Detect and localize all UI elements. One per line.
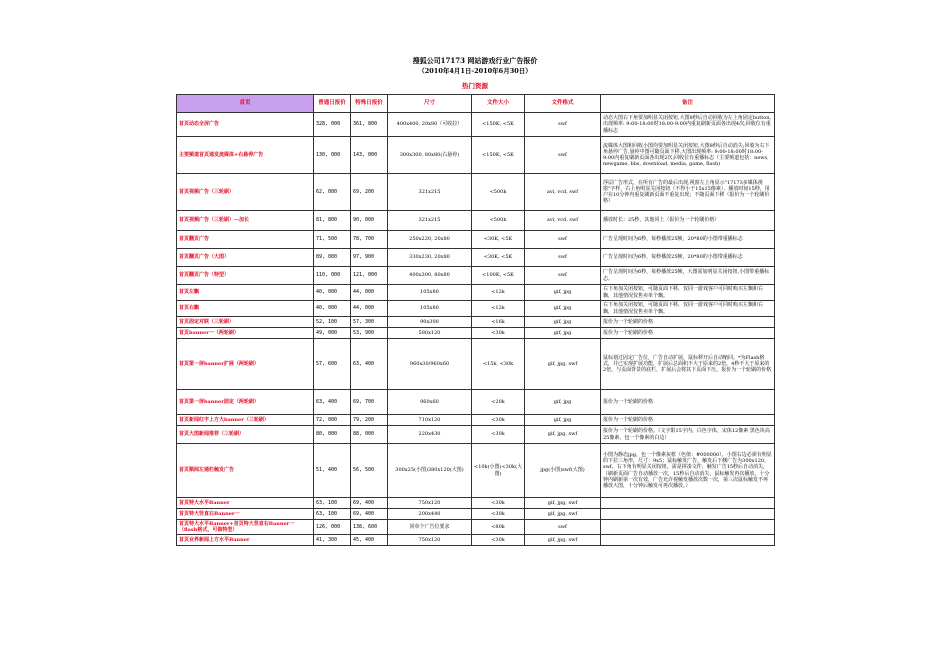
- file-format-cell: gif, jpg: [525, 390, 601, 415]
- file-size-cell: <30k: [472, 535, 525, 546]
- note-cell: [601, 535, 775, 546]
- ad-name-cell: 首页视频广告（三轮刷）: [177, 174, 314, 211]
- table-row: [177, 520, 775, 535]
- special-price-cell: 88, 000: [351, 426, 388, 444]
- file-size-cell: <12k: [472, 301, 525, 317]
- normal-price-cell: 81, 800: [314, 211, 351, 231]
- table-row: [177, 317, 775, 328]
- size-cell: 580x120: [388, 328, 472, 339]
- size-cell: 321x215: [388, 174, 472, 211]
- ad-name-cell: 首页翻页广告（特型）: [177, 267, 314, 285]
- note-cell: 广告呈现时间为6秒，每秒播放25帧，20*80的小图带重播标志: [601, 249, 775, 267]
- note-cell: 浮层广告形式，在所有广告的最后出现,视窗左上角显示"17173多媒体视窗"字样，右上角明显关闭按钮（不得小于15x15像素），播放时间15秒，用户在10分钟内重复刷新页面不重复出现；不随页面下移（报价为一个轮刷价格）: [601, 174, 775, 211]
- table-row: [177, 328, 775, 339]
- file-size-cell: <20k: [472, 390, 525, 415]
- size-cell: 710x120: [388, 415, 472, 426]
- ad-name-cell: 首页大图新闻推荐（三轮刷）: [177, 426, 314, 444]
- note-cell: 右下角加关闭按钮，可随页面下移，仅同一游戏客户可同时购买左飘和右飘，其他情况仅售卖单个飘。: [601, 301, 775, 317]
- size-cell: 105x80: [388, 301, 472, 317]
- normal-price-cell: 51, 400: [314, 444, 351, 498]
- special-price-cell: 121, 000: [351, 267, 388, 285]
- table-row: [177, 339, 775, 390]
- file-size-cell: <100K, <5K: [472, 267, 525, 285]
- file-size-cell: <30k: [472, 509, 525, 520]
- table-row: [177, 249, 775, 267]
- normal-price-cell: 328, 000: [314, 113, 351, 137]
- special-price-cell: 79, 200: [351, 415, 388, 426]
- file-format-cell: gif, jpg: [525, 285, 601, 301]
- size-cell: 200x440: [388, 509, 472, 520]
- note-cell: [601, 498, 775, 509]
- special-price-cell: 361, 800: [351, 113, 388, 137]
- file-size-cell: <12k: [472, 285, 525, 301]
- special-price-cell: 57, 300: [351, 317, 388, 328]
- size-cell: 321x215: [388, 211, 472, 231]
- normal-price-cell: 62, 000: [314, 174, 351, 211]
- normal-price-cell: 40, 000: [314, 285, 351, 301]
- file-size-cell: <30k: [472, 426, 525, 444]
- special-price-cell: 56, 500: [351, 444, 388, 498]
- ad-name-cell: 主要频道首页通发流媒体+右悬停广告: [177, 137, 314, 174]
- file-format-cell: gif, jpg, swf: [525, 509, 601, 520]
- header-notes: 备注: [601, 95, 775, 113]
- table-row: [177, 444, 775, 498]
- header-file-size: 文件大小: [472, 95, 525, 113]
- ad-name-cell: 首页翻页广告（大图）: [177, 249, 314, 267]
- note-cell: 小图为静态jpg，包一个像素灰框（色值：#000000），小图右边必须有明显的下拉三角形，尺寸：9x5；鼠标触发广告，触发后下侧广告为300x120，swf，右下角有明显关闭按钮，需是拼凑文件，触发广告15秒后自动消失，（刷新页面广告自动播放一次，15秒后自动消失，鼠标触发再次播放，十分钟内刷新第一次有效，广告允许视触发播放次数一次，第三次鼠标触发不再播放大图，十分钟后触发可再次播放。）: [601, 444, 775, 498]
- file-size-cell: <30K, <5K: [472, 231, 525, 249]
- size-cell: 同单个广告位要求: [388, 520, 472, 535]
- header-file-format: 文件格式: [525, 95, 601, 113]
- size-cell: 300x300, 80x80(右悬停): [388, 137, 472, 174]
- header-special-price: 特殊日报价: [351, 95, 388, 113]
- size-cell: 750x120: [388, 535, 472, 546]
- special-price-cell: 63, 400: [351, 339, 388, 390]
- ad-name-cell: 首页特大水平Banner+首页特大竖直右Banner一（flash格式，可做特型）: [177, 520, 314, 535]
- sheet-title: 搜狐公司17173 网站游戏行业广告报价: [412, 56, 538, 65]
- file-size-cell: <30k: [472, 498, 525, 509]
- ad-name-cell: 首页右飘: [177, 301, 314, 317]
- table-row: [177, 174, 775, 211]
- note-cell: 报价为一个轮刷的价格: [601, 415, 775, 426]
- header-row: [177, 95, 775, 113]
- normal-price-cell: 126, 000: [314, 520, 351, 535]
- ad-name-cell: 首页视频广告（三轮刷）—加长: [177, 211, 314, 231]
- size-cell: 400x400, 20x80（可收拉）: [388, 113, 472, 137]
- table-row: [177, 267, 775, 285]
- ad-name-cell: 首页第一屏banner固定（两轮刷）: [177, 390, 314, 415]
- header-normal-price: 普通日报价: [314, 95, 351, 113]
- file-size-cell: <30k: [472, 415, 525, 426]
- normal-price-cell: 89, 000: [314, 249, 351, 267]
- file-size-cell: <30k: [472, 328, 525, 339]
- table-row: [177, 301, 775, 317]
- table-row: [177, 211, 775, 231]
- file-format-cell: gif, jpg, swf: [525, 339, 601, 390]
- special-price-cell: 138, 600: [351, 520, 388, 535]
- header-home: 首页: [177, 95, 314, 113]
- file-format-cell: avi, vcd, swf: [525, 174, 601, 211]
- file-size-cell: <15k, <30k: [472, 339, 525, 390]
- normal-price-cell: 110, 000: [314, 267, 351, 285]
- normal-price-cell: 63, 100: [314, 498, 351, 509]
- size-cell: 400x300, 80x80: [388, 267, 472, 285]
- table-row: [177, 113, 775, 137]
- note-cell: 报价为一个轮刷的价格: [601, 328, 775, 339]
- size-cell: 300x25(小图)380x120(大图): [388, 444, 472, 498]
- note-cell: [601, 509, 775, 520]
- size-cell: 250x220, 20x80: [388, 231, 472, 249]
- special-price-cell: 44, 000: [351, 301, 388, 317]
- header-size: 尺寸: [388, 95, 472, 113]
- ad-name-cell: 首页第一屏banner扩展（两轮刷）: [177, 339, 314, 390]
- file-size-cell: <30K, <5K: [472, 249, 525, 267]
- ad-name-cell: 首页新闻红字上方大banner（三轮刷）: [177, 415, 314, 426]
- table-row: [177, 390, 775, 415]
- special-price-cell: 44, 000: [351, 285, 388, 301]
- ad-name-cell: 首页顺阅左通栏触发广告: [177, 444, 314, 498]
- table-row: [177, 426, 775, 444]
- normal-price-cell: 72, 000: [314, 415, 351, 426]
- file-format-cell: gif, jpg, swf: [525, 498, 601, 509]
- file-format-cell: swf: [525, 520, 601, 535]
- note-cell: 流媒体大图和回收小图均要加明显关闭按钮,大图8秒后自动消失;回收为右下角悬停广告,悬停中图可随页面下移,大图出现频率: 9:00-18:00时18:00-9:00内重复刷新页面各出现2次;回收位有重播标志（主要频道包括：news, newgame, bbs, download, media, game, flash): [601, 137, 775, 174]
- ad-name-cell: 首页业界新闻上方水平Banner: [177, 535, 314, 546]
- special-price-cell: 78, 700: [351, 231, 388, 249]
- file-size-cell: <10k(小图)<30k(大图): [472, 444, 525, 498]
- size-cell: 750x120: [388, 498, 472, 509]
- note-cell: 报价为一个轮刷的价格: [601, 317, 775, 328]
- special-price-cell: 45, 400: [351, 535, 388, 546]
- special-price-cell: 97, 900: [351, 249, 388, 267]
- special-price-cell: 90, 000: [351, 211, 388, 231]
- file-format-cell: swf: [525, 267, 601, 285]
- special-price-cell: 69, 400: [351, 498, 388, 509]
- special-price-cell: 69, 200: [351, 174, 388, 211]
- note-cell: [601, 520, 775, 535]
- normal-price-cell: 63, 100: [314, 509, 351, 520]
- size-cell: 90x300: [388, 317, 472, 328]
- file-format-cell: gif, jpg: [525, 415, 601, 426]
- size-cell: 220x430: [388, 426, 472, 444]
- table-row: [177, 137, 775, 174]
- ad-name-cell: 首页动态全屏广告: [177, 113, 314, 137]
- normal-price-cell: 52, 100: [314, 317, 351, 328]
- file-size-cell: <80k: [472, 520, 525, 535]
- file-size-cell: <500k: [472, 174, 525, 211]
- normal-price-cell: 41, 300: [314, 535, 351, 546]
- size-cell: 105x80: [388, 285, 472, 301]
- file-format-cell: gif, jpg: [525, 317, 601, 328]
- normal-price-cell: 49, 000: [314, 328, 351, 339]
- table-row: [177, 415, 775, 426]
- ad-name-cell: 首页banner一（两轮刷）: [177, 328, 314, 339]
- note-cell: 报价为一个轮刷的价格: [601, 390, 775, 415]
- ad-name-cell: 首页特大水平Banner: [177, 498, 314, 509]
- file-size-cell: <150K, <5K: [472, 113, 525, 137]
- file-format-cell: jpg(小图)swf(大图): [525, 444, 601, 498]
- note-cell: 鼠标划过固定广告位，广告自动扩展，鼠标移开后自动缩回。*为Flash格式，并已实现扩展功能，扩展后总面积不大于原来的2倍，4秒不大于原来的2倍，与页面背景的底栏，扩展后会将其下页面下压，报价为一个轮刷的价格: [601, 339, 775, 390]
- sheet-subtitle: （2010年4月1日-2010年6月30日）: [418, 67, 532, 75]
- note-cell: 播放时长：25秒，其他同上（报价为一个轮刷价格）: [601, 211, 775, 231]
- normal-price-cell: 71, 500: [314, 231, 351, 249]
- file-format-cell: gif, jpg: [525, 328, 601, 339]
- size-cell: 960x30/960x60: [388, 339, 472, 390]
- special-price-cell: 69, 700: [351, 390, 388, 415]
- normal-price-cell: 80, 000: [314, 426, 351, 444]
- file-size-cell: <500k: [472, 211, 525, 231]
- section-label: 热门资源: [462, 82, 488, 90]
- note-cell: 右下角加关闭按钮，可随页面下移，仅同一游戏客户可同时购买左飘和右飘，其他情况仅售卖单个飘。: [601, 285, 775, 301]
- note-cell: 报价为一个轮刷的价格。（文字限15字内，白色字体，宋体12像素 黑色块高25像素，包一个像素的白边）: [601, 426, 775, 444]
- ad-name-cell: 首页左飘: [177, 285, 314, 301]
- note-cell: 广告呈现时间为6秒，每秒播放25帧，20*80的小图带重播标志: [601, 231, 775, 249]
- ad-name-cell: 首页翻页广告: [177, 231, 314, 249]
- file-format-cell: swf: [525, 113, 601, 137]
- special-price-cell: 143, 000: [351, 137, 388, 174]
- table-row: [177, 535, 775, 546]
- size-cell: 960x60: [388, 390, 472, 415]
- note-cell: 广告呈现时间为6秒，每秒播放25帧，大图需加明显关闭按钮,小图带重播标志。: [601, 267, 775, 285]
- table-row: [177, 231, 775, 249]
- note-cell: 动态大图右下角要加明显关闭按钮,大图8秒后自动回收为左上角固定button,出现频率: 9:00-18:00时18:00-9:00内重复刷新页面各出现4次;回收位有重播标志: [601, 113, 775, 137]
- ad-name-cell: 首页固定对联（三轮刷）: [177, 317, 314, 328]
- size-cell: 330x230, 20x80: [388, 249, 472, 267]
- normal-price-cell: 57, 600: [314, 339, 351, 390]
- file-format-cell: swf: [525, 249, 601, 267]
- table-row: [177, 498, 775, 509]
- normal-price-cell: 63, 400: [314, 390, 351, 415]
- ad-name-cell: 首页特大竖直右Banner一: [177, 509, 314, 520]
- file-format-cell: gif, jpg, swf: [525, 535, 601, 546]
- file-size-cell: <16k: [472, 317, 525, 328]
- file-format-cell: gif, jpg: [525, 301, 601, 317]
- file-format-cell: gif, jpg, swf: [525, 426, 601, 444]
- special-price-cell: 69, 400: [351, 509, 388, 520]
- file-size-cell: <150K, <5K: [472, 137, 525, 174]
- special-price-cell: 53, 900: [351, 328, 388, 339]
- normal-price-cell: 40, 000: [314, 301, 351, 317]
- file-format-cell: swf: [525, 137, 601, 174]
- normal-price-cell: 130, 000: [314, 137, 351, 174]
- table-row: [177, 509, 775, 520]
- file-format-cell: swf: [525, 231, 601, 249]
- file-format-cell: avi, vcd, swf: [525, 211, 601, 231]
- table-row: [177, 285, 775, 301]
- price-table: [176, 94, 775, 546]
